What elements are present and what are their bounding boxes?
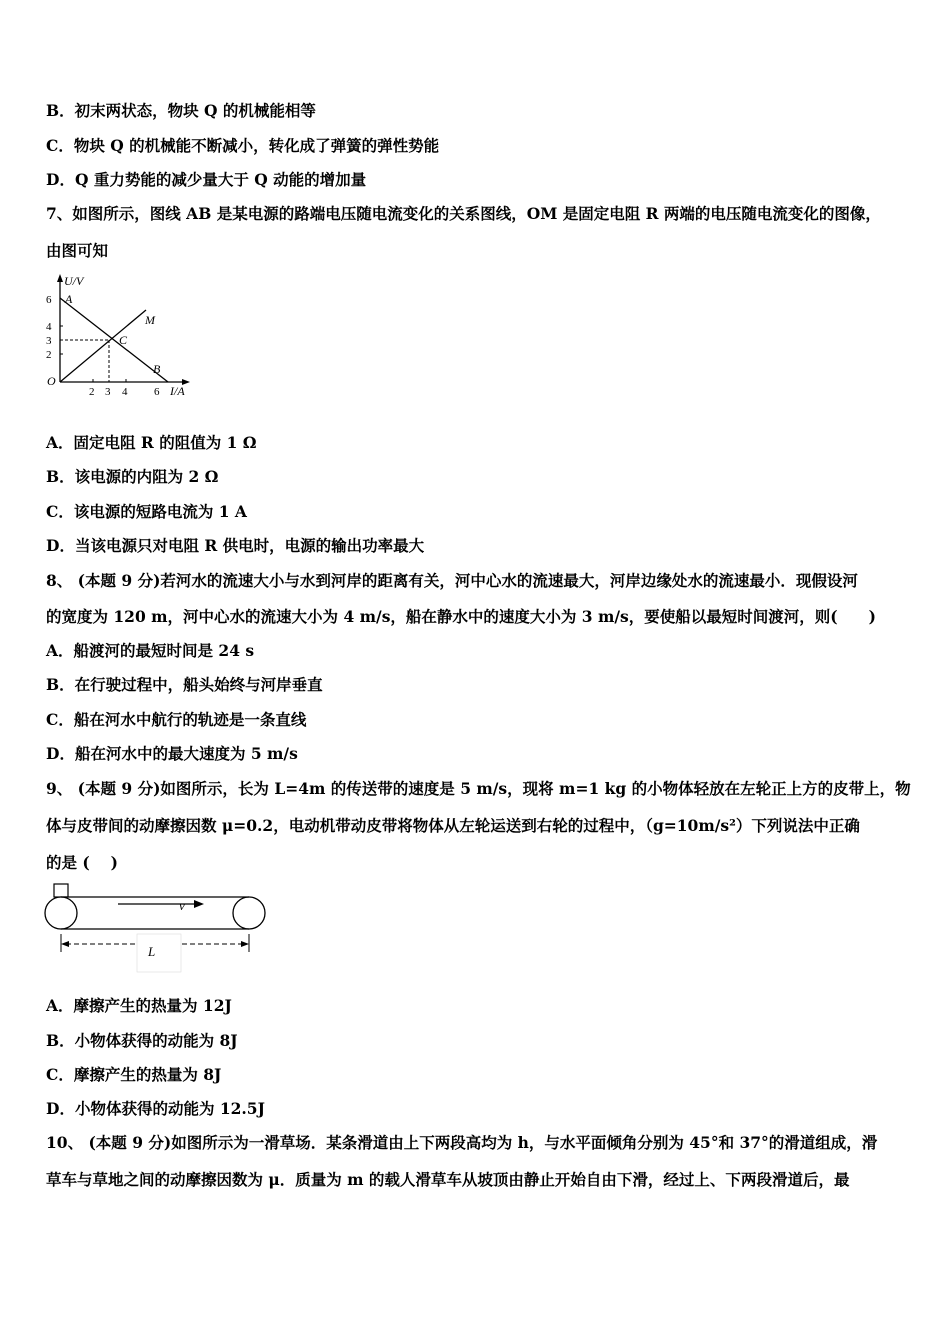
q9-stem-line2: 体与皮带间的动摩擦因数 μ=0.2，电动机带动皮带将物体从左轮运送到右轮的过程中，（g=10m/s²）下列说法中正确 <box>46 816 860 835</box>
x-tick-3: 3 <box>105 386 111 398</box>
small-block <box>54 884 68 897</box>
velocity-arrowhead <box>194 900 204 908</box>
q10-stem-line2: 草车与草地之间的动摩擦因数为 μ．质量为 m 的载人滑草车从坡顶由静止开始自由下滑，经过上、下两段滑道后，最 <box>46 1170 850 1189</box>
q8-stem-line2: 的宽度为 120 m，河中心水的流速大小为 4 m/s，船在静水中的速度大小为 3 m/s，要使船以最短时间渡河，则( ) <box>46 607 876 626</box>
right-pulley <box>233 897 265 929</box>
length-label: L <box>148 944 156 959</box>
q6-option-c: C．物块 Q 的机械能不断减小，转化成了弹簧的弹性势能 <box>46 136 440 155</box>
q8-option-a: A．船渡河的最短时间是 24 s <box>46 641 255 660</box>
q8-option-c: C．船在河水中航行的轨迹是一条直线 <box>46 710 307 729</box>
q9-option-c: C．摩擦产生的热量为 8J <box>46 1065 222 1084</box>
q7-option-c: C．该电源的短路电流为 1 A <box>46 502 247 521</box>
y-tick-4: 4 <box>46 321 52 333</box>
q7-option-d: D．当该电源只对电阻 R 供电时，电源的输出功率最大 <box>46 536 425 555</box>
q8-option-d: D．船在河水中的最大速度为 5 m/s <box>46 744 298 763</box>
q10-stem-line1: 10、 (本题 9 分)如图所示为一滑草场．某条滑道由上下两段高均为 h，与水平面倾角分别为 45°和 37°的滑道组成，滑 <box>46 1133 878 1152</box>
x-tick-6: 6 <box>154 386 160 398</box>
q9-conveyor-diagram <box>40 880 272 975</box>
line-om <box>60 310 146 382</box>
q8-stem-line1: 8、 (本题 9 分)若河水的流速大小与水到河岸的距离有关，河中心水的流速最大，河岸边缘处水的流速最小．现假设河 <box>46 571 858 590</box>
x-tick-4: 4 <box>122 386 128 398</box>
point-b-label: B <box>153 362 161 376</box>
q9-option-b: B．小物体获得的动能为 8J <box>46 1031 238 1050</box>
y-axis-label: U/V <box>64 274 84 288</box>
q7-stem-line2: 由图可知 <box>46 241 109 260</box>
point-c-label: C <box>119 333 128 347</box>
q9-stem-line1: 9、 (本题 9 分)如图所示，长为 L=4m 的传送带的速度是 5 m/s，现将 m=1 kg 的小物体轻放在左轮正上方的皮带上，物 <box>46 779 911 798</box>
x-axis-label: I/A <box>170 384 185 398</box>
q8-option-b: B．在行驶过程中，船头始终与河岸垂直 <box>46 675 323 694</box>
y-tick-2: 2 <box>46 349 52 361</box>
y-tick-3: 3 <box>46 335 52 347</box>
q6-option-d: D．Q 重力势能的减少量大于 Q 动能的增加量 <box>46 170 367 189</box>
y-axis-arrow <box>57 274 63 282</box>
q9-option-d: D．小物体获得的动能为 12.5J <box>46 1099 265 1118</box>
q7-option-a: A．固定电阻 R 的阻值为 1 Ω <box>46 433 257 452</box>
q7-option-b: B．该电源的内阻为 2 Ω <box>46 467 219 486</box>
q9-option-a: A．摩擦产生的热量为 12J <box>46 996 232 1015</box>
q7-stem-line1: 7、如图所示，图线 AB 是某电源的路端电压随电流变化的关系图线，OM 是固定电阻 R 两端的电压随电流变化的图像， <box>46 204 881 223</box>
x-tick-2: 2 <box>89 386 95 398</box>
q7-ui-graph <box>40 272 200 402</box>
point-a-label: A <box>65 292 73 306</box>
q6-option-b: B．初末两状态，物块 Q 的机械能相等 <box>46 101 316 120</box>
left-pulley <box>45 897 77 929</box>
y-tick-6: 6 <box>46 294 52 306</box>
origin-label: O <box>47 374 56 388</box>
q9-stem-line3: 的是 ( ) <box>46 853 118 872</box>
point-m-label: M <box>145 313 155 327</box>
velocity-label: v <box>179 898 185 913</box>
